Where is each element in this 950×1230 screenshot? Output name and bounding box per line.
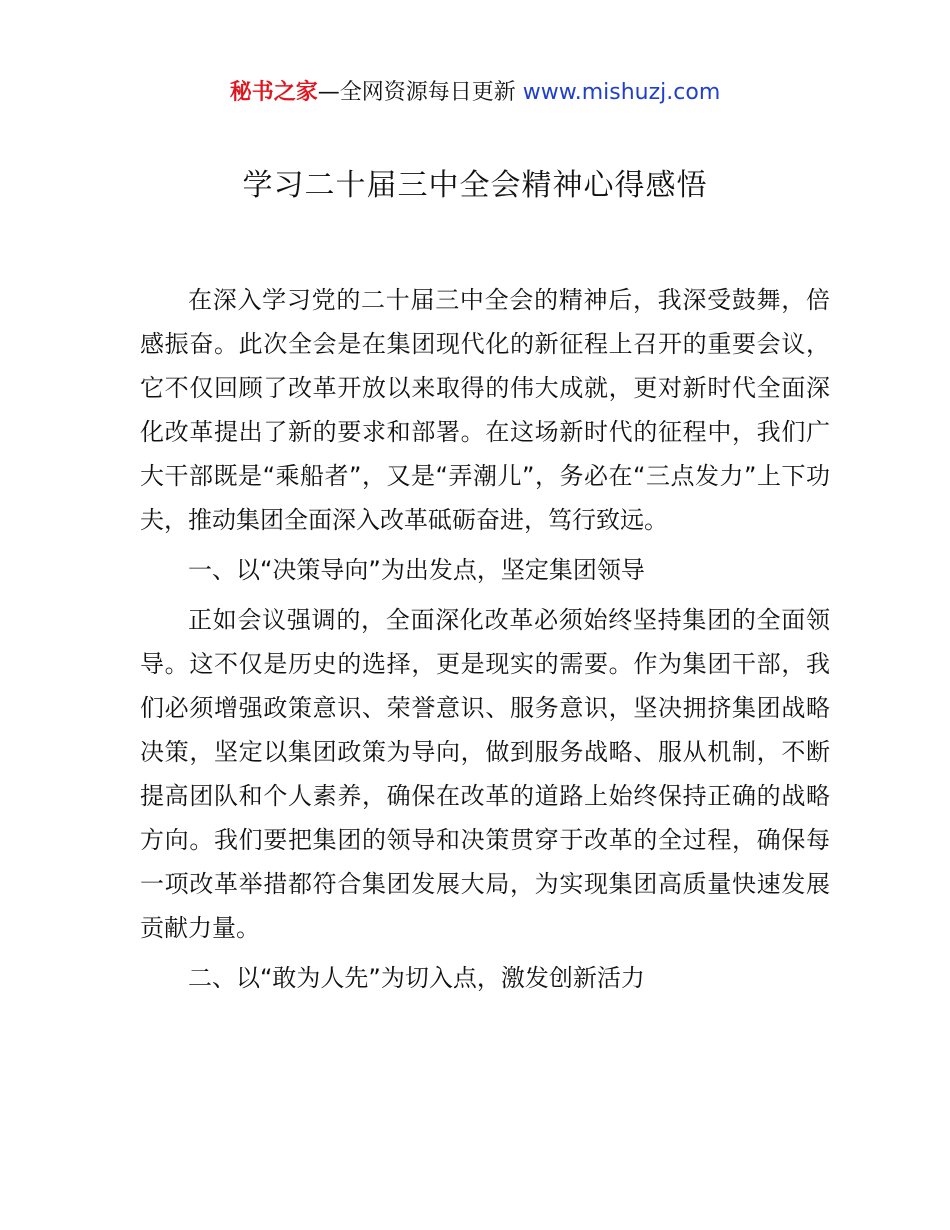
- intro-paragraph: 在深入学习党的二十届三中全会的精神后，我深受鼓舞，倍感振奋。此次全会是在集团现代化的新征程上召开的重要会议，它不仅回顾了改革开放以来取得的伟大成就，更对新时代全面深化改革提出了新的要求和部署。在这场新时代的征程中，我们广大干部既是“乘船者”，又是“弄潮儿”，务必在“三点发力”上下功夫，推动集团全面深入改革砥砺奋进，笃行致远。: [140, 286, 830, 534]
- document-title: 学习二十届三中全会精神心得感悟: [242, 168, 708, 203]
- section-1-paragraph: 正如会议强调的，全面深化改革必须始终坚持集团的全面领导。这不仅是历史的选择，更是现实的需要。作为集团干部，我们必须增强政策意识、荣誉意识、服务意识，坚决拥挤集团战略决策，坚定以集团政策为导向，做到服务战略、服从机制，不断提高团队和个人素养，确保在改革的道路上始终保持正确的战略方向。我们要把集团的领导和决策贯穿于改革的全过程，确保每一项改革举措都符合集团发展大局，为实现集团高质量快速发展贡献力量。: [140, 606, 830, 942]
- section-heading-2: 二、以“敢为人先”为切入点，激发创新活力: [188, 964, 645, 992]
- header-tagline: —全网资源每日更新: [317, 80, 523, 105]
- site-url-link[interactable]: www.mishuzj.com: [522, 80, 721, 105]
- document-body: [140, 278, 830, 1006]
- section-heading-1: 一、以“决策导向”为出发点，坚定集团领导: [188, 556, 645, 584]
- brand-name: 秘书之家: [229, 80, 318, 105]
- site-header: [0, 78, 950, 108]
